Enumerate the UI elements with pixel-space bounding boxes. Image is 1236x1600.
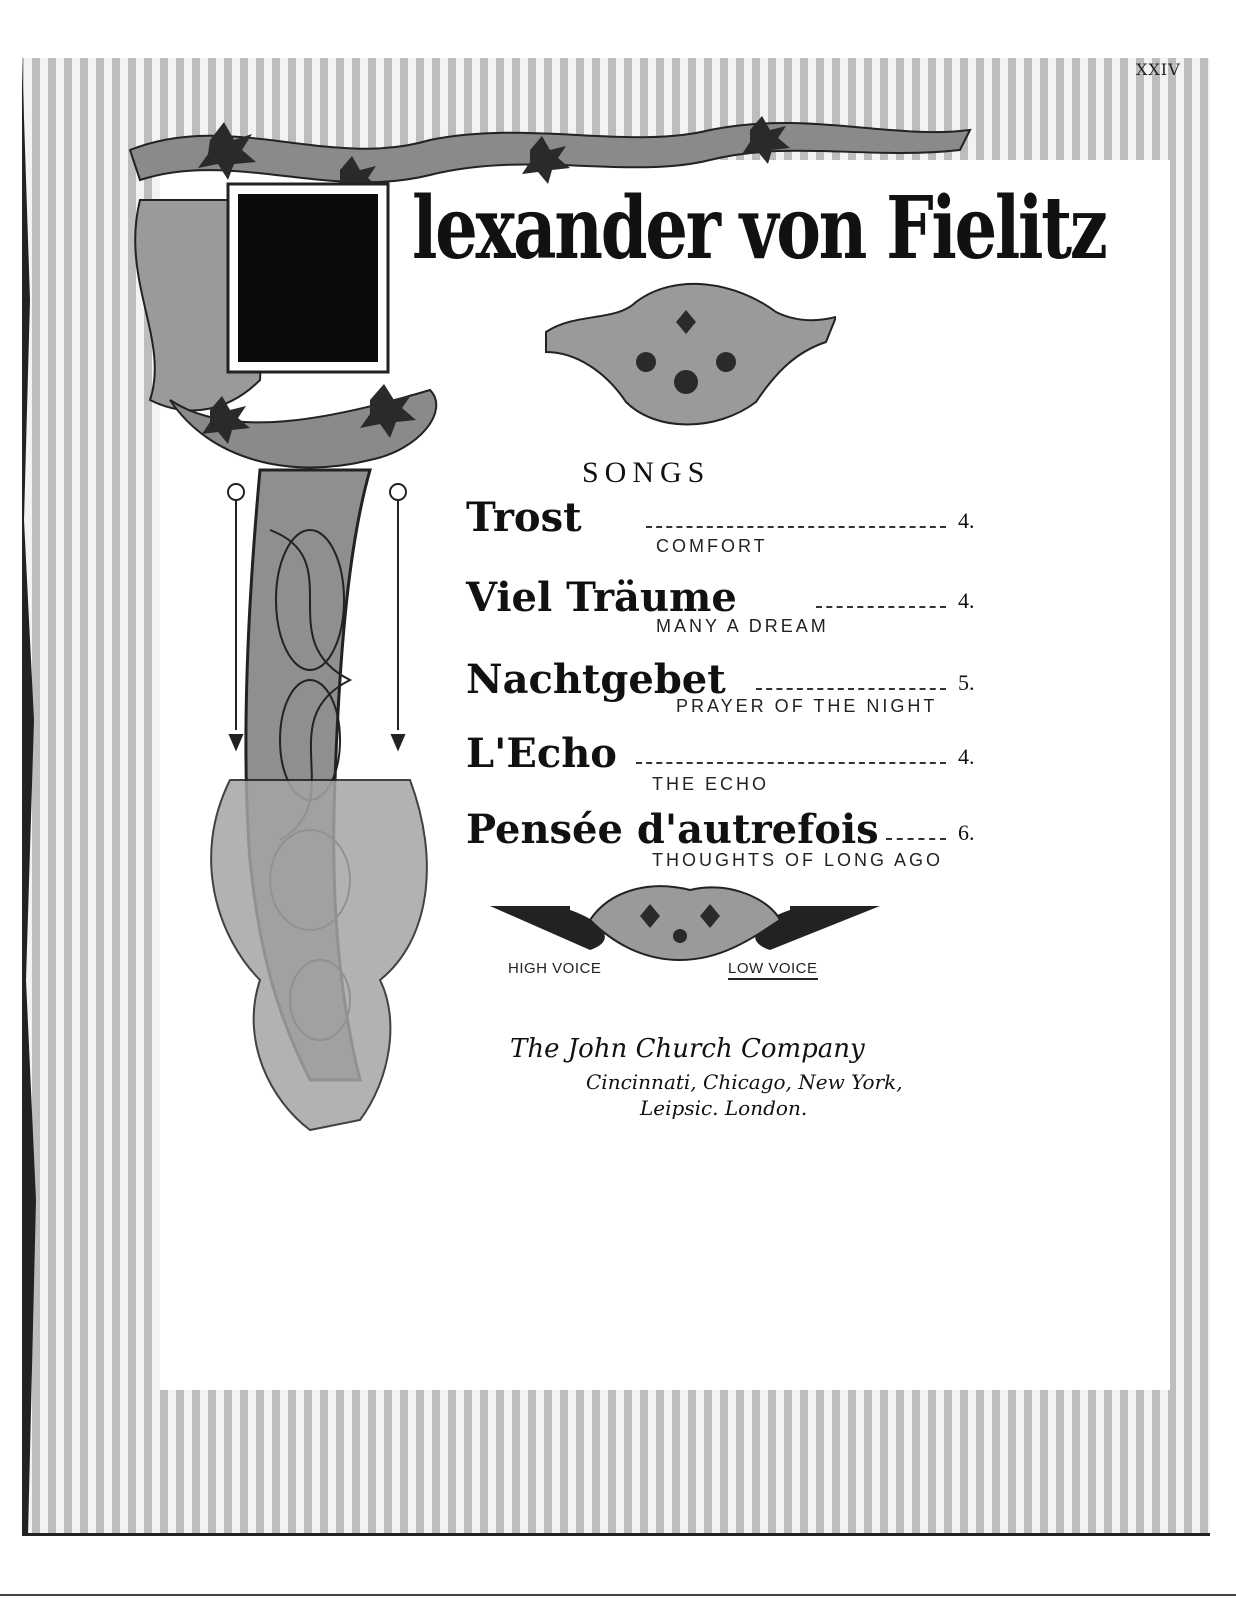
song-translation: MANY A DREAM [656, 616, 829, 636]
title-ornament [536, 262, 836, 442]
voice-ornament [490, 880, 880, 970]
song-entry-l-echo [466, 730, 1006, 810]
dot-leader [886, 838, 946, 840]
song-title: Viel Träume [466, 574, 737, 621]
song-entry-nachtgebet [466, 656, 1006, 736]
dot-leader [816, 606, 946, 608]
song-price: 5. [958, 670, 975, 695]
song-translation: COMFORT [656, 536, 768, 556]
song-translation: THE ECHO [652, 774, 770, 794]
song-translation: PRAYER OF THE NIGHT [676, 696, 938, 716]
song-title: Pensée d'autrefois [466, 806, 879, 853]
song-price: 6. [958, 820, 975, 845]
song-title: Trost [466, 494, 582, 541]
publisher-name: The John Church Company [510, 1034, 865, 1064]
song-title: L'Echo [466, 730, 617, 777]
song-translation: THOUGHTS OF LONG AGO [652, 850, 944, 870]
page-roman-numeral: XXIV [1136, 60, 1181, 79]
song-title: Nachtgebet [466, 656, 726, 703]
publisher-cities-line1: Cincinnati, Chicago, New York, [586, 1070, 903, 1094]
publisher-cities-line2: Leipsic. London. [640, 1096, 808, 1120]
song-entry-trost [466, 494, 1006, 574]
low-voice-label: LOW VOICE [728, 960, 818, 980]
high-voice-label: HIGH VOICE [508, 960, 602, 977]
song-price: 4. [958, 588, 975, 613]
song-price: 4. [958, 744, 975, 769]
composer-name: lexander von Fielitz [412, 178, 1106, 279]
dot-leader [646, 526, 946, 528]
song-price: 4. [958, 508, 975, 533]
dot-leader [636, 762, 946, 764]
song-entry-pensee-d-autrefois [466, 806, 1006, 886]
song-entry-viel-traume [466, 574, 1006, 654]
dot-leader [756, 688, 946, 690]
songs-heading: SONGS [582, 456, 711, 489]
